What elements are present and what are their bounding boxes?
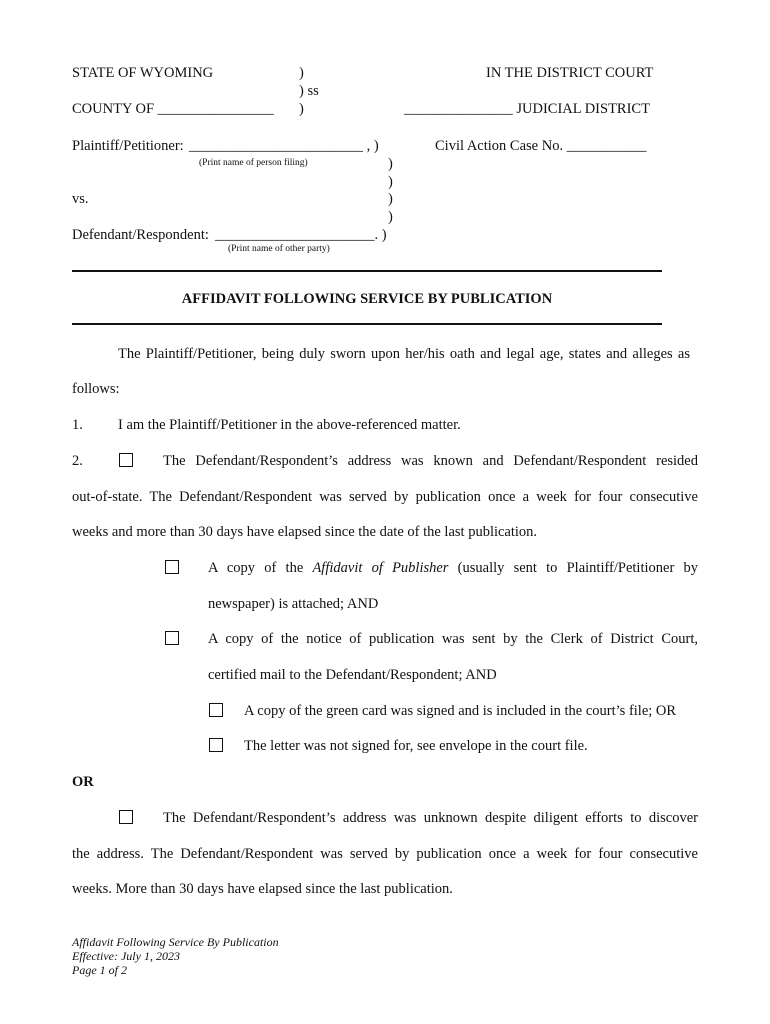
alternative-text: The Defendant/Respondent’s address was unknown despite diligent efforts to discover — [163, 810, 698, 826]
affidavit-of-publisher-title: Affidavit of Publisher — [312, 560, 449, 576]
footer-effective-date: Effective: July 1, 2023 — [72, 949, 180, 963]
plaintiff-name-field[interactable]: ________________________ , ) — [189, 138, 379, 154]
caption-paren: ) — [388, 156, 393, 172]
court-label: IN THE DISTRICT COURT — [486, 65, 654, 81]
letter-not-signed-checkbox[interactable] — [209, 738, 223, 752]
caption-paren: ) — [388, 174, 393, 190]
option-notice-text: certified mail to the Defendant/Respondent; AND — [208, 667, 497, 683]
caption-paren: ) — [388, 209, 393, 225]
letter-not-signed-text: The letter was not signed for, see envelope in the court file. — [244, 738, 588, 754]
option-affidavit-post: (usually sent to Plaintiff/Petitioner by — [448, 560, 698, 576]
caption-paren: ) — [299, 65, 304, 81]
item-number: 1. — [72, 417, 83, 433]
judicial-district-field[interactable]: _______________ JUDICIAL DISTRICT — [404, 101, 650, 117]
item-2-text: weeks and more than 30 days have elapsed since the date of the last publication. — [72, 524, 538, 540]
footer-page-number: Page 1 of 2 — [72, 963, 127, 977]
plaintiff-hint: (Print name of person filing) — [199, 158, 308, 168]
intro-line: follows: — [72, 381, 120, 397]
option-affidavit-text — [208, 560, 698, 577]
notice-mailed-checkbox[interactable] — [165, 631, 179, 645]
or-separator: OR — [72, 774, 94, 790]
alternative-text: weeks. More than 30 days have elapsed since the last publication. — [72, 881, 453, 897]
caption-paren: ) — [299, 101, 304, 117]
green-card-checkbox[interactable] — [209, 703, 223, 717]
item-2-text: The Defendant/Respondent’s address was known and Defendant/Respondent resided — [163, 453, 698, 469]
alternative-text: the address. The Defendant/Respondent was served by publication once a week for four consecutive — [72, 846, 698, 862]
footer-form-title: Affidavit Following Service By Publication — [72, 935, 279, 949]
option-affidavit-pre: A copy of the — [208, 560, 313, 576]
title-rule-top — [72, 270, 662, 272]
defendant-name-field[interactable]: ______________________. ) — [215, 227, 387, 243]
address-unknown-checkbox[interactable] — [119, 810, 133, 824]
caption-paren: ) — [388, 191, 393, 207]
title-rule-bottom — [72, 323, 662, 325]
item-1-text: I am the Plaintiff/Petitioner in the above-referenced matter. — [118, 417, 461, 433]
state-label: STATE OF WYOMING — [72, 65, 214, 81]
county-field[interactable]: COUNTY OF ________________ — [72, 101, 274, 117]
option-notice-text: A copy of the notice of publication was sent by the Clerk of District Court, — [208, 631, 698, 647]
intro-line: The Plaintiff/Petitioner, being duly sworn upon her/his oath and legal age, states and alleges as — [118, 346, 690, 362]
defendant-label: Defendant/Respondent: — [72, 227, 209, 243]
option-affidavit-text: newspaper) is attached; AND — [208, 596, 379, 612]
document-title: AFFIDAVIT FOLLOWING SERVICE BY PUBLICATION — [181, 291, 553, 307]
vs-label: vs. — [72, 191, 89, 207]
caption-ss: ) ss — [299, 83, 319, 99]
address-known-checkbox[interactable] — [119, 453, 133, 467]
case-number-field[interactable]: Civil Action Case No. ___________ — [435, 138, 647, 154]
affidavit-publisher-checkbox[interactable] — [165, 560, 179, 574]
green-card-text: A copy of the green card was signed and is included in the court’s file; OR — [244, 703, 677, 719]
defendant-hint: (Print name of other party) — [228, 244, 330, 254]
plaintiff-label: Plaintiff/Petitioner: — [72, 138, 184, 154]
item-number: 2. — [72, 453, 83, 469]
item-2-text: out-of-state. The Defendant/Respondent was served by publication once a week for four consecutive — [72, 489, 698, 505]
